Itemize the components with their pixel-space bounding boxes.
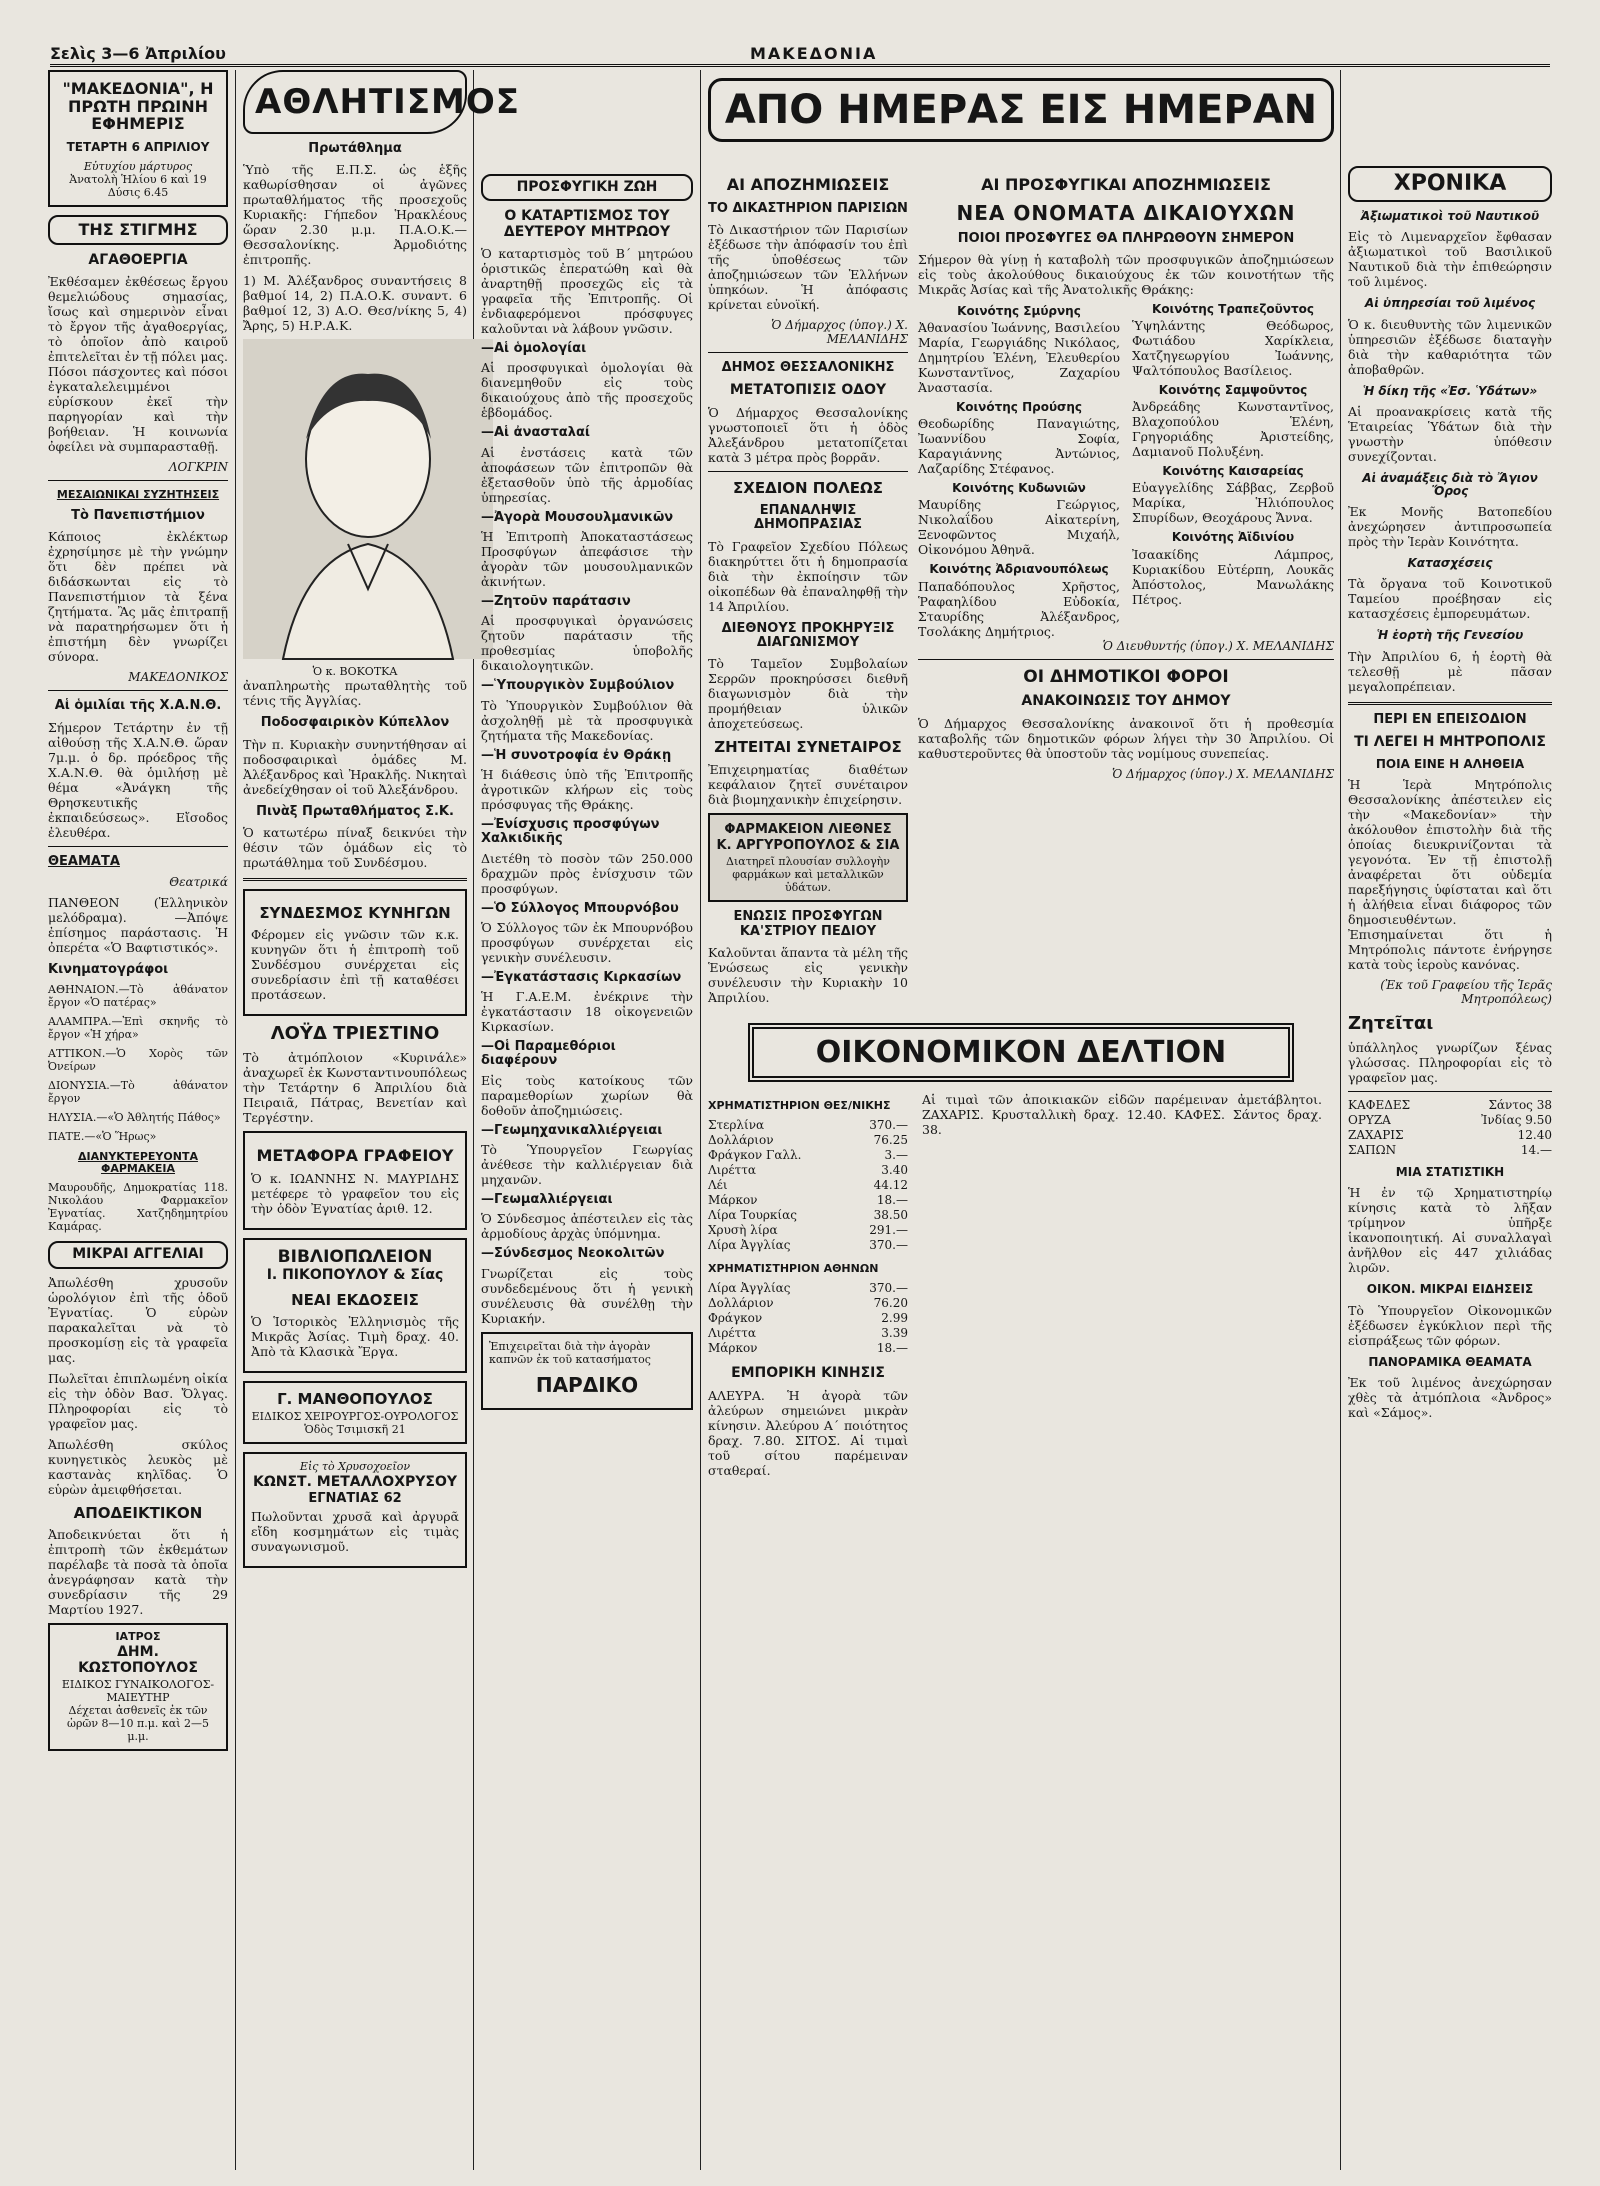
jewellery-text: Πωλοῦνται χρυσᾶ καὶ ἀργυρᾶ εἴδη κοσμημάτων εἰς τιμὰς συναγωνισμοῦ. bbox=[251, 1508, 459, 1554]
tax-text: Ὁ Δήμαρχος Θεσσαλονίκης ἀνακοινοῖ ὅτι ἡ προθεσμία καταβολῆς τῶν δημοτικῶν φόρων λήγει τὴν 30 Ἀπριλίου. Οἱ καθυστεροῦντες θὰ ὑποστοῦν τὰς νομίμους συνεπείας. bbox=[918, 715, 1334, 761]
news-item-text: Ὁ Σύνδεσμος ἀπέστειλεν εἰς τὰς ἀρμοδίους ἀρχὰς ὑπόμνημα. bbox=[481, 1211, 693, 1242]
currency: Φράγκον bbox=[708, 1311, 763, 1326]
rate: 18.— bbox=[876, 1341, 908, 1356]
news-item-text: Εἰς τοὺς κατοίκους τῶν παραμεθορίων χωρίων θὰ δοθοῦν ἀποζημιώσεις. bbox=[481, 1072, 693, 1118]
trieste-heading: ΛΟΫΔ ΤΡΙΕΣΤΙΝΟ bbox=[270, 1023, 440, 1045]
news-item-text: Αἱ προσφυγικαὶ ὁμολογίαι θὰ διανεμηθοῦν εἰς τοὺς δικαιούχους ἀπὸ τῆς προσεχοῦς ἑβδομάδος. bbox=[481, 360, 693, 421]
chronicle-title: Ἡ ἑορτὴ τῆς Γενεσίου bbox=[1376, 628, 1524, 643]
chronicle-text: Τὰ ὄργανα τοῦ Κοινοτικοῦ Ταμείου προέβησαν εἰς κατασχέσεις ἐμπορευμάτων. bbox=[1348, 576, 1552, 622]
news-item bbox=[481, 749, 693, 812]
news-item-text: Τὸ Ὑπουργικὸν Συμβούλιον θὰ ἀσχοληθῇ μὲ τὰ προσφυγικὰ ζητήματα τῆς Μακεδονίας. bbox=[481, 697, 693, 743]
currency: Φράγκον Γαλλ. bbox=[708, 1148, 802, 1163]
match-heading: Πρωτάθλημα bbox=[308, 141, 402, 156]
currency: Στερλίνα bbox=[708, 1118, 765, 1133]
currency: Λέι bbox=[708, 1178, 728, 1193]
exchange-row bbox=[708, 1296, 908, 1311]
community-entry bbox=[1132, 303, 1334, 378]
classified-ad: Ἀπωλέσθη σκύλος κυνηγετικὸς λευκὸς μὲ καστανὰς κηλῖδας. Ὁ εὑρὼν ἀμειφθήσεται. bbox=[48, 1436, 228, 1497]
rate: 370.— bbox=[869, 1238, 908, 1253]
banner-area bbox=[708, 78, 1334, 166]
refugee-life-heading: ΠΡΟΣΦΥΓΙΚΗ ΖΩΗ bbox=[481, 174, 693, 201]
ads-heading: ΜΙΚΡΑΙ ΑΓΓΕΛΙΑΙ bbox=[48, 1241, 228, 1268]
chronicle-item bbox=[1348, 557, 1552, 621]
cinema-line: ΗΛΥΣΙΑ.—«Ὁ Ἀθλητής Πάθος» bbox=[48, 1111, 221, 1125]
bookshop-name: Ι. ΠΙΚΟΠΟΥΛΟΥ & Σίας bbox=[266, 1267, 444, 1284]
trial-signature: Ὁ Δήμαρχος (ὑπογ.) Χ. ΜΕΛΑΝΙΔΗΣ bbox=[771, 317, 908, 346]
column-4 bbox=[708, 168, 1334, 2173]
news-item-title: —Ἀγορὰ Μουσουλμανικῶν bbox=[481, 509, 674, 525]
street-title: ΜΕΤΑΤΟΠΙΣΙΣ ΟΔΟΥ bbox=[729, 382, 887, 399]
news-item-title: —Ἐνίσχυσις προσφύγων Χαλκιδικῆς bbox=[481, 816, 660, 847]
cinema-line: ΑΛΑΜΠΡΑ.—Ἐπὶ σκηνῆς τὸ ἔργον «Ἡ χήρα» bbox=[48, 1015, 228, 1042]
news-item-text: Ἡ Ἐπιτροπὴ Ἀποκαταστάσεως Προσφύγων ἀπεφάσισε τὴν ἀγορὰν τῶν μουσουλμανικῶν ἀκινήτων. bbox=[481, 529, 693, 590]
sun-times: Ἀνατολὴ Ἡλίου 6 καὶ 19 Δύσις 6.45 bbox=[69, 172, 207, 199]
pharmacy-owner: Κ. ΑΡΓΥΡΟΠΟΥΛΟΣ & ΣΙΑ bbox=[716, 838, 900, 854]
cinema-line: ΑΤΤΙΚΟΝ.—Ὁ Χορὸς τῶν Ὀνείρων bbox=[48, 1047, 228, 1074]
doctor-ad bbox=[48, 1623, 228, 1751]
rate: 3.— bbox=[884, 1148, 908, 1163]
news-item-text: Τὸ Ὑπουργεῖον Γεωργίας ἀνέθεσε τὴν καλλιέργειαν διὰ μηχανῶν. bbox=[481, 1142, 693, 1188]
exchange-subcolumn bbox=[708, 1092, 908, 1484]
episode-text: Ἡ Ἱερὰ Μητρόπολις Θεσσαλονίκης ἀπέστειλεν εἰς τὴν «Μακεδονίαν» τὴν ἀκόλουθον ἐπιστολὴν διὰ τῆς ὁποίας διευκρινίζονται τὰ γεγονότα. Ἐν τῇ ἐπιστολῇ ἀναφέρεται ὅτι οὐδεμία παρεξήγησις ὑφίσταται καὶ ὅτι ἡ ἀλήθεια εἶναι διάφορος τῶν δημοσιευθέντων. Ἐπισημαίνεται ὅτι ἡ Μητρόπολις πάντοτε ἐνήργησε κατὰ τοὺς ἱεροὺς κανόνας. bbox=[1348, 777, 1552, 973]
refugee-life-text: Ὁ καταρτισμὸς τοῦ Β΄ μητρώου ὁριστικῶς ἐπερατώθη καὶ θὰ ἀναρτηθῇ προσεχῶς εἰς τὰ γραφεῖα τῆς Ἐπιτροπῆς. Οἱ ἐνδιαφερόμενοι πρόσφυγες καλοῦνται νὰ λάβουν γνῶσιν. bbox=[481, 246, 693, 337]
rubric: ΤΗΣ ΣΤΙΓΜΗΣ bbox=[48, 215, 228, 245]
chronicle-text: Ἐκ Μονῆς Βατοπεδίου ἀνεχώρησεν ἀντιπροσωπεία πρὸς τὴν Ἱερὰν Κοινότητα. bbox=[1348, 504, 1552, 550]
article-text: Ἐκθέσαμεν ἐκθέσεως ἔργου θεμελιώδους σημασίας, ἴσως καὶ σημερινὸν εἶναι τὸ ἔργον τῆς ἀγαθοεργίας, τὸ ὁποῖον ἀπὸ καιροῦ ἐπιτελεῖται ἐν τῇ πόλει μας. Πόσοι πάσχοντες καὶ πόσοι ἐγκαταλελειμμένοι εὑρίσκουν ἐκεῖ τὴν παρηγορίαν καὶ τὴν βοήθειαν. Ἡ κοινωνία ὀφείλει νὰ συμπαρασταθῇ. bbox=[48, 273, 228, 454]
pharmacy-text: Διατηρεῖ πλουσίαν συλλογὴν φαρμάκων καὶ μεταλλικῶν ὑδάτων. bbox=[726, 855, 890, 895]
announce-heading: ΑΠΟΔΕΙΚΤΙΚΟΝ bbox=[73, 1503, 203, 1522]
news-item-text: Γνωρίζεται εἰς τοὺς συνδεδεμένους ὅτι ἡ γενικὴ συνέλευσις θὰ συνέλθῃ τὴν Κυριακήν. bbox=[481, 1265, 693, 1326]
news-item-text: Αἱ προσφυγικαὶ ὀργανώσεις ζητοῦν παράτασιν τῆς προθεσμίας ὑποβολῆς δικαιολογητικῶν. bbox=[481, 613, 693, 674]
bookshop-heading: ΒΙΒΛΙΟΠΩΛΕΙΟΝ bbox=[277, 1246, 433, 1267]
news-item-text: Ἡ Γ.Α.Ε.Μ. ἐνέκρινε τὴν ἐγκατάστασιν 18 οἰκογενειῶν Κιρκασίων. bbox=[481, 989, 693, 1035]
article-title: ΑΓΑΘΟΕΡΓΙΑ bbox=[88, 251, 188, 268]
street-heading: ΔΗΜΟΣ ΘΕΣΣΑΛΟΝΙΚΗΣ bbox=[721, 359, 895, 375]
athletics-title: ΑΘΛΗΤΙΣΜΟΣ bbox=[243, 70, 467, 134]
news-item bbox=[481, 1124, 693, 1187]
stat-heading: ΜΙΑ ΣΤΑΤΙΣΤΙΚΗ bbox=[1395, 1165, 1505, 1180]
chronicle-text: Εἰς τὸ Λιμεναρχεῖον ἔφθασαν ἀξιωματικοὶ τοῦ Βασιλικοῦ Ναυτικοῦ διὰ τὴν ἐπιθεώρησιν τοῦ λιμένος. bbox=[1348, 229, 1552, 290]
column-rule bbox=[1340, 70, 1341, 2170]
market-text-continued: Αἱ τιμαὶ τῶν ἀποικιακῶν εἰδῶν παρέμειναν ἀμετάβλητοι. ΖΑΧΑΡΙΣ. Κρυσταλλικὴ δραχ. 12.40. ΚΑΦΕΣ. Σάντος δραχ. 38. bbox=[922, 1091, 1322, 1137]
column-3 bbox=[481, 70, 693, 2175]
pharmacy-ad bbox=[708, 813, 908, 903]
nameplate-box bbox=[48, 70, 228, 207]
news-item-title: —Ὑπουργικὸν Συμβούλιον bbox=[481, 678, 675, 694]
rate: 2.99 bbox=[881, 1311, 908, 1326]
price-row bbox=[1348, 1128, 1552, 1143]
plan-heading: ΣΧΕΔΙΟΝ ΠΟΛΕΩΣ bbox=[733, 478, 883, 497]
exchange-row bbox=[708, 1208, 908, 1223]
community-name: Κοινότης Ἀϊδινίου bbox=[1171, 530, 1295, 545]
community-text: Παπαδόπουλος Χρῆστος, Ῥαφαηλίδου Εὐδοκία, Σταυρίδης Ἀλέξανδρος, Τσολάκης Δημήτριος. bbox=[918, 578, 1120, 639]
compensation-intro: Σήμερον θὰ γίνῃ ἡ καταβολὴ τῶν προσφυγικῶν ἀποζημιώσεων εἰς τοὺς ἀκολούθους δικαιούχους ἐκ τῶν κοινοτήτων τῆς Μικρᾶς Ἀσίας καὶ τῆς Ἀνατολικῆς Θράκης: bbox=[918, 251, 1334, 297]
commodity: ΟΡΥΖΑ bbox=[1348, 1113, 1391, 1128]
table-heading: Πινὰξ Πρωταθλήματος Σ.Κ. bbox=[256, 803, 454, 819]
exchange-row bbox=[708, 1193, 908, 1208]
results-text: 1) Μ. Ἀλέξανδρος συναντήσεις 8 βαθμοί 14, 2) Π.Α.Ο.Κ. συναντ. 6 βαθμοί 12, 3) Α.Ο. Θεσ/νίκης 5, 4) Ἄρης, 5) Η.Ρ.Α.Κ. bbox=[243, 273, 467, 334]
currency: Μάρκον bbox=[708, 1193, 758, 1208]
saint-of-day: Εὐτυχίου μάρτυρος bbox=[83, 159, 193, 173]
compensation-subcolumn bbox=[918, 168, 1334, 1011]
clinic-ad bbox=[243, 1381, 467, 1444]
notice-text: Τὸ Ὑπουργεῖον Οἰκονομικῶν ἐξέδωσεν ἐγκύκλιον περὶ τῆς εἰσπράξεως τῶν φόρων. bbox=[1348, 1302, 1552, 1348]
news-item-text: Ὁ Σύλλογος τῶν ἐκ Μπουρνόβου προσφύγων συνέρχεται εἰς γενικὴν συνέλευσιν. bbox=[481, 919, 693, 965]
jewellery-heading: Εἰς τὸ Χρυσοχοεῖον bbox=[299, 1459, 411, 1473]
chronicle-text: Ὁ κ. διευθυντὴς τῶν λιμενικῶν ὑπηρεσιῶν ἐξέδωσε διαταγὴν διὰ τὴν καθαριότητα τῶν ἀποβαθρῶν. bbox=[1348, 316, 1552, 377]
community-entry bbox=[1132, 531, 1334, 606]
exchange-row bbox=[708, 1163, 908, 1178]
price-row bbox=[1348, 1143, 1552, 1158]
news-item bbox=[481, 426, 693, 504]
section-signature: ΜΑΚΕΔΟΝΙΚΟΣ bbox=[128, 670, 228, 685]
rate: 18.— bbox=[876, 1193, 908, 1208]
price: Ἰνδίας 9.50 bbox=[1481, 1113, 1552, 1128]
episode-signature: (Ἐκ τοῦ Γραφείου τῆς Ἱερᾶς Μητροπόλεως) bbox=[1380, 978, 1552, 1007]
community-text: Ἰσαακίδης Λάμπρος, Κυριακίδου Εὐτέρπη, Λουκᾶς Ἀπόστολος, Μανωλάκης Πέτρος. bbox=[1132, 546, 1334, 607]
news-item bbox=[481, 679, 693, 742]
compensation-title: ΝΕΑ ΟΝΟΜΑΤΑ ΔΙΚΑΙΟΥΧΩΝ bbox=[956, 200, 1296, 225]
exchange-row bbox=[708, 1238, 908, 1253]
compensation-subtitle: ΠΟΙΟΙ ΠΡΟΣΦΥΓΕΣ ΘΑ ΠΛΗΡΩΘΟΥΝ ΣΗΜΕΡΟΝ bbox=[957, 230, 1295, 246]
exchange-row bbox=[708, 1341, 908, 1356]
news-item-title: —Ὁ Σύλλογος Μπουρνόβου bbox=[481, 900, 679, 916]
news-item-title: —Αἱ ὁμολογίαι bbox=[481, 341, 587, 357]
doctor-name: ΔΗΜ. ΚΩΣΤΟΠΟΥΛΟΣ bbox=[78, 1644, 198, 1676]
community-entry bbox=[918, 401, 1120, 476]
photo-caption: Ὁ κ. ΒΟΚΟΤΚΑ bbox=[312, 665, 398, 679]
news-item-text: Διετέθη τὸ ποσὸν τῶν 250.000 δραχμῶν πρὸς ἐνίσχυσιν τῶν προσφύγων. bbox=[481, 850, 693, 896]
news-item-title: —Ζητοῦν παράτασιν bbox=[481, 594, 631, 610]
chronicle-item bbox=[1348, 297, 1552, 376]
bookshop-text: Ὁ Ἱστορικὸς Ἑλληνισμὸς τῆς Μικρᾶς Ἀσίας. Τιμὴ δραχ. 40. Ἀπὸ τὰ Κλασικὰ Ἔργα. bbox=[251, 1314, 459, 1360]
rate: 3.40 bbox=[881, 1163, 908, 1178]
chronicle-title: Ἀξιωματικοὶ τοῦ Ναυτικοῦ bbox=[1360, 209, 1540, 224]
news-item-title: —Γεωμηχανικαλλιέργειαι bbox=[481, 1122, 663, 1138]
theatre-text: ΠΑΝΘΕΟΝ (Ἑλληνικὸν μελόδραμα). —Ἀπόψε ἐπίσημος παράστασις. Ἡ ὀπερέτα «Ὁ Βαφτιστικός». bbox=[48, 894, 228, 955]
notices-subcolumn bbox=[708, 168, 908, 1011]
section-heading: ΜΕΣΑΙΩΝΙΚΑΙ ΣΥΖΗΤΗΣΕΙΣ bbox=[56, 487, 220, 501]
rate: 76.20 bbox=[873, 1296, 908, 1311]
communities-list bbox=[918, 303, 1334, 639]
port-heading: ΠΑΝΟΡΑΜΙΚΑ ΘΕΑΜΑΤΑ bbox=[1368, 1354, 1532, 1369]
wanted-text: ὑπάλληλος γνωρίζων ξένας γλώσσας. Πληροφορίαι εἰς τὸ γραφεῖον μας. bbox=[1348, 1040, 1552, 1086]
currency: Δολλάριον bbox=[708, 1133, 774, 1148]
community-text: Ἀνδρεάδης Κωνσταντῖνος, Βλαχοπούλου Ἑλένη, Γρηγοριάδης Ἀριστείδης, Δαμιανοῦ Πολυξένη. bbox=[1132, 399, 1334, 460]
currency: Λιρέττα bbox=[708, 1163, 757, 1178]
news-item bbox=[481, 342, 693, 420]
trial-heading: ΑΙ ΑΠΟΖΗΜΙΩΣΕΙΣ bbox=[726, 175, 890, 194]
port-text: Ἐκ τοῦ λιμένος ἀνεχώρησαν χθὲς τὰ ἀτμόπλοια «Ἀνδρος» καὶ «Σάμος». bbox=[1348, 1374, 1552, 1420]
cup-text: Τὴν π. Κυριακὴν συνηντήθησαν αἱ ποδοσφαιρικαὶ ὁμάδες Μ. Ἀλέξανδρος καὶ Ἠρακλῆς. Νικηταὶ ἀνεδείχθησαν οἱ τοῦ Ἀλεξάνδρου. bbox=[243, 736, 467, 797]
tobacco-text: Ἐπιχειρεῖται διὰ τὴν ἀγορὰν καπνῶν ἐκ τοῦ κατασήματος bbox=[489, 1339, 651, 1366]
column-5 bbox=[1348, 70, 1552, 2175]
hunters-text: Φέρομεν εἰς γνῶσιν τῶν κ.κ. κυνηγῶν ὅτι ἡ ἐπιτροπὴ τοῦ Συνδέσμου συνέρχεται εἰς συνεδρίασιν ἐπὶ τῇ καταθέσει προτάσεων. bbox=[251, 927, 459, 1003]
column-4-top bbox=[708, 168, 1334, 1011]
community-name: Κοινότης Σαμψοῦντος bbox=[1158, 383, 1308, 398]
exchange-row bbox=[708, 1118, 908, 1133]
column-1 bbox=[48, 70, 228, 2175]
exchange2-heading: ΧΡΗΜΑΤΙΣΤΗΡΙΟΝ ΑΘΗΝΩΝ bbox=[708, 1262, 879, 1276]
community-text: Θεοδωρίδης Παναγιώτης, Ἰωαννίδου Σοφία, Καραγιάννης Ἀντώνιος, Λαζαρίδης Στέφανος. bbox=[918, 416, 1120, 477]
community-name: Κοινότης Ἀδριανουπόλεως bbox=[929, 562, 1109, 577]
episode-title: ΤΙ ΛΕΓΕΙ Η ΜΗΤΡΟΠΟΛΙΣ bbox=[1354, 733, 1546, 750]
date-line: ΤΕΤΑΡΤΗ 6 ΑΠΡΙΛΙΟΥ bbox=[66, 139, 210, 154]
photo-text: ἀναπληρωτὴς πρωταθλητὴς τοῦ τένις τῆς Ἀγγλίας. bbox=[243, 678, 467, 709]
currency: Δολλάριον bbox=[708, 1296, 774, 1311]
currency: Λίρα Τουρκίας bbox=[708, 1208, 797, 1223]
bookshop-sub: ΝΕΑΙ ΕΚΔΟΣΕΙΣ bbox=[291, 1290, 419, 1309]
community-name: Κοινότης Τραπεζοῦντος bbox=[1152, 301, 1314, 316]
chronicle-item bbox=[1348, 472, 1552, 549]
match-text: Ὑπὸ τῆς Ε.Π.Σ. ὡς ἑξῆς καθωρίσθησαν οἱ ἀγῶνες πρωταθλήματος τῆς προσεχοῦς Κυριακῆς: Γήπεδον Ἡρακλέους ὥραν 2.30 μ.μ. Π.Α.Ο.Κ.—Θεσσαλονίκης. Ἀρμοδιότης ἐπιτροπῆς. bbox=[243, 162, 467, 268]
community-text: Μαυρίδης Γεώργιος, Νικολαΐδου Αἰκατερίνη, Ξενοφῶντος Μιχαήλ, Οἰκονόμου Ἀθηνᾶ. bbox=[918, 497, 1120, 558]
chronicle-text: Αἱ προανακρίσεις κατὰ τῆς Ἑταιρείας Ὑδάτων διὰ τὴν γνωστὴν ὑπόθεσιν συνεχίζονται. bbox=[1348, 403, 1552, 464]
doctor-heading: ΙΑΤΡΟΣ bbox=[115, 1630, 161, 1644]
exchange-row bbox=[708, 1311, 908, 1326]
jewellery-address: ΕΓΝΑΤΙΑΣ 62 bbox=[308, 1491, 402, 1507]
community-text: Ὑψηλάντης Θεόδωρος, Φωτιάδου Χαρίκλεια, Χατζηγεωργίου Ἰωάννης, Ψαλτόπουλος Βασίλειος. bbox=[1132, 318, 1334, 379]
wanted-heading: Ζητεῖται bbox=[1348, 1013, 1434, 1035]
exchange-row bbox=[708, 1178, 908, 1193]
chronicle-title: Κατασχέσεις bbox=[1407, 556, 1493, 571]
theatre-subheading: Θεατρικά bbox=[169, 874, 228, 889]
hunters-ad bbox=[243, 889, 467, 1017]
union-text: Καλοῦνται ἅπαντα τὰ μέλη τῆς Ἑνώσεως εἰς γενικὴν συνέλευσιν τὴν Κυριακὴν 10 Ἀπριλίου. bbox=[708, 944, 908, 1005]
price: 14.— bbox=[1520, 1143, 1552, 1158]
exchange-heading: ΧΡΗΜΑΤΙΣΤΗΡΙΟΝ ΘΕΣ/ΝΙΚΗΣ bbox=[708, 1098, 891, 1112]
commodity: ΚΑΦΕΔΕΣ bbox=[1348, 1098, 1411, 1113]
tobacco-ad bbox=[481, 1332, 693, 1410]
hunters-heading: ΣΥΝΔΕΣΜΟΣ ΚΥΝΗΓΩΝ bbox=[259, 903, 451, 922]
trial-title: ΤΟ ΔΙΚΑΣΤΗΡΙΟΝ ΠΑΡΙΣΙΩΝ bbox=[708, 200, 908, 216]
news-item-title: —Ἐγκατάστασις Κιρκασίων bbox=[481, 969, 682, 985]
news-item bbox=[481, 971, 693, 1034]
market-text: ΑΛΕΥΡΑ. Ἡ ἀγορὰ τῶν ἀλεύρων σημειώνει μικρὰν κίνησιν. Ἀλεύρου Α΄ ποιότητος δραχ. 7.80. ΣΙΤΟΣ. Αἱ τιμαὶ τοῦ σίτου παρέμειναν σταθεραί. bbox=[708, 1387, 908, 1478]
community-entry bbox=[918, 482, 1120, 557]
news-item-text: Ἡ διάθεσις ὑπὸ τῆς Ἐπιτροπῆς ἀγροτικῶν κλήρων εἰς τοὺς πρόσφυγας τῆς Θράκης. bbox=[481, 766, 693, 812]
column-rule bbox=[235, 70, 236, 2170]
rate: 370.— bbox=[869, 1281, 908, 1296]
office-ad bbox=[243, 1131, 467, 1230]
tax-heading: ΟΙ ΔΗΜΟΤΙΚΟΙ ΦΟΡΟΙ bbox=[1023, 666, 1229, 687]
episode-subtitle: ΠΟΙΑ ΕΙΝΕ Η ΑΛΗΘΕΙΑ bbox=[1375, 757, 1525, 772]
partner-text: Ἐπιχειρηματίας διαθέτων κεφάλαιον ζητεῖ συνέταιρον διὰ βιομηχανικὴν ἐπιχείρησιν. bbox=[708, 761, 908, 807]
street-text: Ὁ Δήμαρχος Θεσσαλονίκης γνωστοποιεῖ ὅτι ἡ ὁδὸς Ἀλεξάνδρου μετατοπίζεται κατὰ 3 μέτρα πρὸς βορρᾶν. bbox=[708, 404, 908, 465]
news-item-title: —Σύνδεσμος Νεοκολιτῶν bbox=[481, 1246, 665, 1262]
rate: 370.— bbox=[869, 1118, 908, 1133]
masthead: ΜΑΚΕΔΟΝΙΑ bbox=[750, 44, 878, 63]
theatre-heading: ΘΕΑΜΑΤΑ bbox=[48, 853, 120, 869]
pharmacy-heading: ΔΙΑΝΥΚΤΕΡΕΥΟΝΤΑ ΦΑΡΜΑΚΕΙΑ bbox=[78, 1150, 198, 1176]
cup-heading: Ποδοσφαιρικὸν Κύπελλον bbox=[260, 715, 450, 731]
classified-ad: Ἀπωλέσθη χρυσοῦν ὡρολόγιον ἐπὶ τῆς ὁδοῦ Ἐγνατίας. Ὁ εὑρὼν παρακαλεῖται νὰ τὸ προσκομίσῃ εἰς τὰ γραφεῖα μας. bbox=[48, 1274, 228, 1365]
office-text: Ὁ κ. ΙΩΑΝΝΗΣ Ν. ΜΑΥΡΙΔΗΣ μετέφερε τὸ γραφεῖον του εἰς τὴν ὁδὸν Ἐγνατίας ἀριθ. 12. bbox=[251, 1170, 459, 1216]
economic-section bbox=[708, 1092, 1334, 1484]
chronicle-title: Αἱ ὑπηρεσίαι τοῦ λιμένος bbox=[1364, 296, 1536, 311]
exchange-row bbox=[708, 1133, 908, 1148]
news-item bbox=[481, 1193, 693, 1241]
tobacco-title: ΠΑΡΔΙΚΟ bbox=[535, 1372, 639, 1397]
market-subcolumn bbox=[922, 1092, 1322, 1484]
bookshop-ad bbox=[243, 1238, 467, 1374]
news-item bbox=[481, 902, 693, 965]
price: 12.40 bbox=[1517, 1128, 1552, 1143]
jewellery-ad bbox=[243, 1452, 467, 1568]
price-row bbox=[1348, 1113, 1552, 1128]
news-item-text: Αἱ ἐνστάσεις κατὰ τῶν ἀποφάσεων τῶν ἐπιτροπῶν θὰ ἐξετασθοῦν ὑπὸ τῆς ἀρμοδίας ὑπηρεσίας. bbox=[481, 444, 693, 505]
commodity: ΣΑΠΩΝ bbox=[1348, 1143, 1397, 1158]
section-text: Σήμερον Τετάρτην ἐν τῇ αἰθούσῃ τῆς Χ.Α.Ν.Θ. ὥραν 7μ.μ. ὁ δρ. πρόεδρος τῆς Χ.Α.Ν.Θ. θὰ ὁμιλήσῃ μὲ θέμα «Ἀνάγκη τῆς Θρησκευτικῆς ἐκπαιδεύσεως». Εἴσοδος ἐλευθέρα. bbox=[48, 719, 228, 840]
community-entry bbox=[918, 305, 1120, 395]
page-header bbox=[50, 44, 1550, 67]
chronicle-item bbox=[1348, 385, 1552, 464]
section-title: Τὸ Πανεπιστήμιον bbox=[71, 508, 205, 524]
news-item bbox=[481, 595, 693, 673]
tax-signature: Ὁ Δήμαρχος (ὑπογ.) Χ. ΜΕΛΑΝΙΔΗΣ bbox=[1112, 766, 1334, 781]
community-text: Ἀθανασίου Ἰωάννης, Βασιλείου Μαρία, Γεωργιάδης Νικόλαος, Δημητρίου Ἑλένη, Ἐλευθερίου Κωνσταντῖνος, Ζαχαρίου Ἀναστασία. bbox=[918, 320, 1120, 396]
notice-heading: ΟΙΚΟΝ. ΜΙΚΡΑΙ ΕΙΔΗΣΕΙΣ bbox=[1366, 1282, 1534, 1297]
cinema-line: ΑΘΗΝΑΙΟΝ.—Τὸ ἀθάνατον ἔργον «Ὁ πατέρας» bbox=[48, 983, 228, 1010]
community-name: Κοινότης Σμύρνης bbox=[957, 303, 1081, 318]
news-item-title: —Γεωμαλλιέργειαι bbox=[481, 1192, 613, 1208]
cinema-line: ΔΙΟΝΥΣΙΑ.—Τὸ ἀθάνατον ἔργον bbox=[48, 1079, 228, 1106]
clinic-address: Ὁδὸς Τσιμισκῆ 21 bbox=[304, 1422, 406, 1436]
community-entry bbox=[1132, 465, 1334, 525]
portrait-photo bbox=[243, 339, 493, 659]
community-name: Κοινότης Καισαρείας bbox=[1162, 464, 1304, 479]
plan-title: ΕΠΑΝΑΛΗΨΙΣ ΔΗΜΟΠΡΑΣΙΑΣ bbox=[753, 503, 863, 533]
pharmacy-text: Μαυρουδῆς, Δημοκρατίας 118. Νικολάου Φαρμακεῖον Ἐγνατίας. Χατζηδημητρίου Καμάρας. bbox=[48, 1181, 228, 1234]
compensation-signature: Ὁ Διευθυντής (ὑπογ.) Χ. ΜΕΛΑΝΙΔΗΣ bbox=[1102, 638, 1334, 653]
doctor-hours: Δέχεται ἀσθενεῖς ἐκ τῶν ὡρῶν 8—10 π.μ. καὶ 2—5 μ.μ. bbox=[66, 1704, 210, 1744]
compensation-heading: ΑΙ ΠΡΟΣΦΥΓΙΚΑΙ ΑΠΟΖΗΜΙΩΣΕΙΣ bbox=[981, 175, 1271, 194]
community-entry bbox=[918, 563, 1120, 638]
exchange-row bbox=[708, 1281, 908, 1296]
price: Σάντος 38 bbox=[1488, 1098, 1552, 1113]
announce-text: Ἀποδεικνύεται ὅτι ἡ ἐπιτροπὴ τῶν ἐκθεμάτων παρέλαβε τὰ ποσὰ τὰ ὁποῖα ἀνεγράφησαν κατὰ τὴν συνεδρίασιν τῆς 29 Μαρτίου 1927. bbox=[48, 1527, 228, 1618]
news-item-title: —Αἱ ἀνασταλαί bbox=[481, 425, 590, 441]
price-row bbox=[1348, 1098, 1552, 1113]
chronicle-title: Αἱ ἀναμάξεις διὰ τὸ Ἄγιον Ὄρος bbox=[1362, 470, 1538, 498]
page-label: Σελὶς 3—6 Ἀπριλίου bbox=[50, 44, 226, 63]
chronicle-title: Ἡ δίκη τῆς «Ἐσ. Ὑδάτων» bbox=[1362, 383, 1538, 398]
market-heading: ΕΜΠΟΡΙΚΗ ΚΙΝΗΣΙΣ bbox=[731, 1365, 885, 1382]
trieste-text: Τὸ ἀτμόπλοιον «Κυρινάλε» ἀναχωρεῖ ἐκ Κωνσταντινουπόλεως τὴν Τετάρτην 6 Ἀπριλίου διὰ Πειραιᾶ, Πάτρας, Βενετίαν καὶ Τεργέστην. bbox=[243, 1050, 467, 1126]
news-item bbox=[481, 1040, 693, 1118]
currency: Λιρέττα bbox=[708, 1326, 757, 1341]
chronicle-item bbox=[1348, 629, 1552, 693]
clinic-specialty: ΕΙΔΙΚΟΣ ΧΕΙΡΟΥΡΓΟΣ-ΟΥΡΟΛΟΓΟΣ bbox=[251, 1409, 459, 1423]
refugee-life-title: Ο ΚΑΤΑΡΤΙΣΜΟΣ ΤΟΥ ΔΕΥΤΕΡΟΥ ΜΗΤΡΩΟΥ bbox=[503, 208, 671, 240]
commodity: ΖΑΧΑΡΙΣ bbox=[1348, 1128, 1404, 1143]
rate: 76.25 bbox=[873, 1133, 908, 1148]
news-item-title: —Ἡ συνοτροφία ἐν Θράκῃ bbox=[481, 747, 672, 763]
pharmacy-name: ΦΑΡΜΑΚΕΙΟΝ ΛΙΕΘΝΕΣ bbox=[724, 821, 892, 837]
nameplate: "ΜΑΚΕΔΟΝΙΑ", Η ΠΡΩΤΗ ΠΡΩΙΝΗ ΕΦΗΜΕΡΙΣ bbox=[62, 79, 214, 134]
exchange-row bbox=[708, 1326, 908, 1341]
column-rule bbox=[700, 70, 701, 2170]
exchange-row bbox=[708, 1223, 908, 1238]
section-title: Αἱ ὁμιλίαι τῆς Χ.Α.Ν.Θ. bbox=[54, 698, 222, 714]
tender-text: Τὸ Ταμεῖον Συμβολαίων Σερρῶν προκηρύσσει διεθνῆ διαγωνισμὸν διὰ τὴν προμήθειαν ὑλικῶν ἀποχετεύσεως. bbox=[708, 656, 908, 732]
currency: Λίρα Ἀγγλίας bbox=[708, 1281, 791, 1296]
news-item-title: —Οἱ Παραμεθόριοι διαφέρουν bbox=[481, 1039, 616, 1069]
exchange-row bbox=[708, 1148, 908, 1163]
tax-title: ΑΝΑΚΟΙΝΩΣΙΣ ΤΟΥ ΔΗΜΟΥ bbox=[1021, 693, 1231, 710]
article-signature: ΛΟΓΚΡΙΝ bbox=[168, 459, 228, 474]
news-item bbox=[481, 511, 693, 589]
community-name: Κοινότης Κυδωνιῶν bbox=[952, 481, 1086, 496]
news-item bbox=[481, 1247, 693, 1325]
cinema-line: ΠΑΤΕ.—«Ὁ Ἥρως» bbox=[48, 1130, 157, 1144]
chronicle-text: Τὴν Ἀπριλίου 6, ἡ ἑορτὴ θὰ τελεσθῇ μὲ πᾶσαν μεγαλοπρέπειαν. bbox=[1348, 648, 1552, 694]
chronicle-item bbox=[1348, 210, 1552, 289]
economic-banner: ΟΙΚΟΝΟΜΙΚΟΝ ΔΕΛΤΙΟΝ bbox=[748, 1023, 1294, 1082]
rate: 291.— bbox=[869, 1223, 908, 1238]
community-entry bbox=[1132, 384, 1334, 459]
clinic-name: Γ. ΜΑΝΘΟΠΟΥΛΟΣ bbox=[277, 1390, 433, 1409]
jewellery-name: ΚΩΝΣΤ. ΜΕΤΑΛΛΟΧΡΥΣΟΥ bbox=[252, 1473, 458, 1490]
rate: 44.12 bbox=[873, 1178, 908, 1193]
currency: Χρυσὴ λίρα bbox=[708, 1223, 778, 1238]
chronicle-heading: ΧΡΟΝΙΚΑ bbox=[1348, 166, 1552, 202]
table-text: Ὁ κατωτέρω πίναξ δεικνύει τὴν θέσιν τῶν ὁμάδων εἰς τὸ πρωτάθλημα τοῦ Συνδέσμου. bbox=[243, 824, 467, 870]
stat-text: Ἡ ἐν τῷ Χρηματιστηρίῳ κίνησις κατὰ τὸ λῆξαν τρίμηνον ὑπῆρξε ἱκανοποιητική. Αἱ συναλλαγαὶ ἀνῆλθον εἰς 447 χιλιάδας λιρῶν. bbox=[1348, 1185, 1552, 1276]
trial-text: Τὸ Δικαστήριον τῶν Παρισίων ἐξέδωσε τὴν ἀπόφασίν του ἐπὶ τῆς ὑποθέσεως τῶν ἀποζημιώσεων τῶν Ἑλλήνων ὑπηκόων. Ἡ ἀπόφασις κρίνεται εὐνοϊκή. bbox=[708, 221, 908, 312]
rate: 3.39 bbox=[881, 1326, 908, 1341]
column-2 bbox=[243, 70, 521, 2175]
episode-heading: ΠΕΡΙ ΕΝ ΕΠΕΙΣΟΔΙΟΝ bbox=[1373, 711, 1527, 727]
office-heading: ΜΕΤΑΦΟΡΑ ΓΡΑΦΕΙΟΥ bbox=[256, 1146, 454, 1166]
rate: 38.50 bbox=[873, 1208, 908, 1223]
section-text: Κάποιος ἐκλέκτωρ ἐχρησίμησε μὲ τὴν γνώμην ὅτι δὲν πρέπει νὰ διδάσκωνται εἰς τὸ Πανεπιστήμιον τὰ ξένα ζητήματα. Ἂς μᾶς ἐπιτραπῇ νὰ παρατηρήσωμεν ὅτι ἡ ἐπιστήμη δὲν γνωρίζει σύνορα. bbox=[48, 529, 228, 665]
day-to-day-banner: ΑΠΟ ΗΜΕΡΑΣ ΕΙΣ ΗΜΕΡΑΝ bbox=[708, 78, 1334, 142]
plan-text: Τὸ Γραφεῖον Σχεδίου Πόλεως διακηρύττει ὅτι ἡ δημοπρασία διὰ τὴν ἐκποίησιν τῶν οἰκοπέδων θὰ ἐπαναληφθῇ τὴν 14 Ἀπριλίου. bbox=[708, 538, 908, 614]
currency: Μάρκον bbox=[708, 1341, 758, 1356]
news-item bbox=[481, 818, 693, 896]
partner-heading: ΖΗΤΕΙΤΑΙ ΣΥΝΕΤΑΙΡΟΣ bbox=[714, 738, 902, 757]
cinema-heading: Κινηματογράφοι bbox=[48, 961, 169, 977]
currency: Λίρα Ἀγγλίας bbox=[708, 1238, 791, 1253]
community-name: Κοινότης Προύσης bbox=[955, 400, 1083, 415]
community-text: Εὐαγγελίδης Σάββας, Ζερβοῦ Μαρίκα, Ἡλιόπουλος Σπυρίδων, Θεοχάρους Ἄννα. bbox=[1132, 480, 1334, 526]
union-heading: ΕΝΩΣΙΣ ΠΡΟΣΦΥΓΩΝ ΚΑ'ΣΤΡΙΟΥ ΠΕΔΙΟΥ bbox=[733, 909, 883, 939]
tender-heading: ΔΙΕΘΝΟΥΣ ΠΡΟΚΗΡΥΞΙΣ ΔΙΑΓΩΝΙΣΜΟΥ bbox=[721, 620, 895, 650]
classified-ad: Πωλεῖται ἐπιπλωμένη οἰκία εἰς τὴν ὁδὸν Βασ. Ὄλγας. Πληροφορίαι εἰς τὸ γραφεῖον μας. bbox=[48, 1370, 228, 1431]
doctor-specialty: ΕΙΔΙΚΟΣ ΓΥΝΑΙΚΟΛΟΓΟΣ-ΜΑΙΕΥΤΗΡ bbox=[61, 1678, 215, 1705]
